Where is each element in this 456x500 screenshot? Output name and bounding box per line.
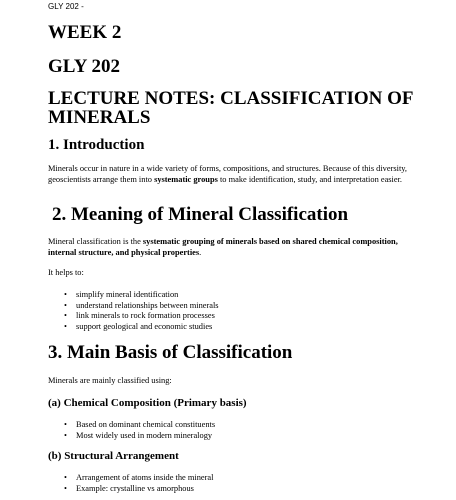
list-item: • Arrangement of atoms inside the mineral: [64, 473, 214, 482]
list-item: • understand relationships between minerals: [64, 300, 219, 310]
subheading-chemical-composition: (a) Chemical Composition (Primary basis): [48, 397, 247, 409]
helps-label: It helps to:: [48, 268, 84, 277]
structural-arrangement-list: [64, 473, 213, 494]
section-heading-introduction: 1. Introduction: [48, 137, 145, 153]
list-item: • Example: crystalline vs amorphous: [64, 483, 194, 493]
bullet-icon: •: [64, 420, 67, 429]
list-item: • link minerals to rock formation processes: [64, 311, 215, 320]
section-heading-basis: 3. Main Basis of Classification: [48, 342, 293, 363]
bullet-icon: •: [64, 430, 67, 440]
bullet-icon: •: [64, 473, 67, 482]
section-heading-meaning: 2. Meaning of Mineral Classification: [52, 204, 349, 225]
basis-lead: Minerals are mainly classified using:: [48, 376, 172, 385]
lecture-title-line1: LECTURE NOTES: CLASSIFICATION OF: [48, 88, 414, 109]
helps-list: [64, 290, 219, 332]
list-item: • simplify mineral identification: [64, 290, 179, 299]
week-title: WEEK 2: [48, 22, 122, 43]
bullet-icon: •: [64, 483, 67, 493]
bullet-icon: •: [64, 311, 67, 320]
meaning-paragraph: Mineral classification is the systematic grouping of minerals based on shared chemical composition, internal structure, and physical properties.: [48, 237, 398, 257]
bullet-icon: •: [64, 321, 67, 331]
course-title: GLY 202: [48, 56, 120, 77]
bullet-icon: •: [64, 300, 67, 310]
subheading-structural-arrangement: (b) Structural Arrangement: [48, 450, 179, 462]
list-item: • Most widely used in modern mineralogy: [64, 430, 213, 440]
running-header: GLY 202 -: [48, 2, 84, 11]
introduction-paragraph: Minerals occur in nature in a wide variety of forms, compositions, and structures. Because of this diversity, geoscientists arrange them into systematic groups to make identification, study, and interpretation easier.: [48, 164, 408, 184]
list-item: • support geological and economic studies: [64, 321, 213, 331]
lecture-title-line2: MINERALS: [48, 107, 151, 128]
chemical-composition-list: [64, 420, 215, 441]
bullet-icon: •: [64, 290, 67, 299]
list-item: • Based on dominant chemical constituents: [64, 420, 216, 429]
